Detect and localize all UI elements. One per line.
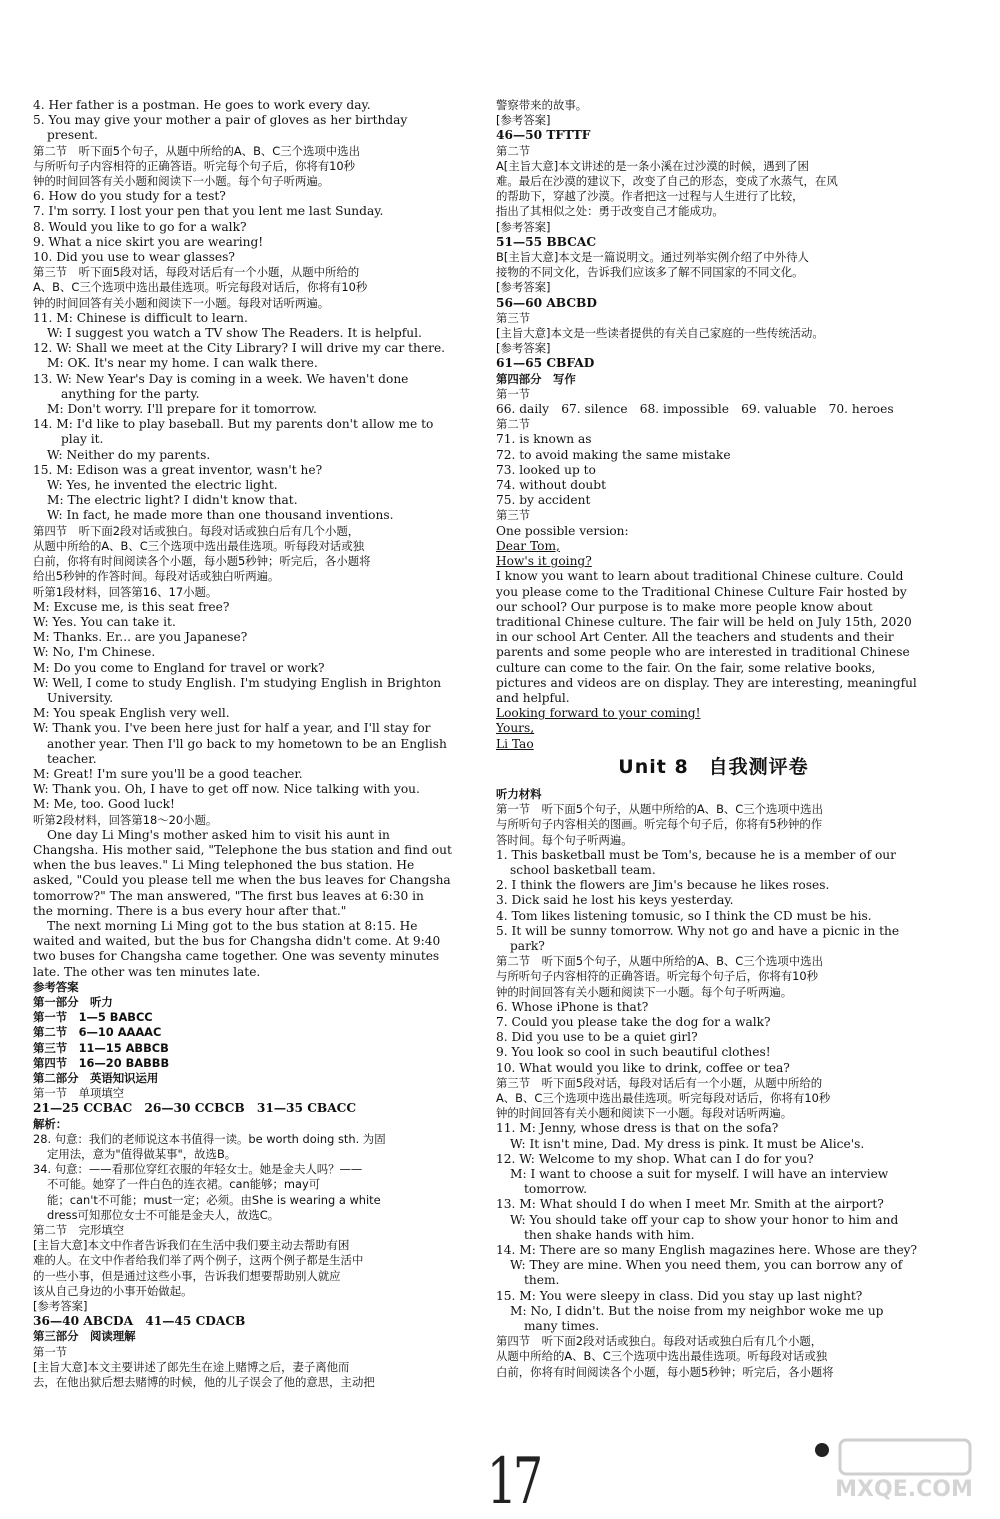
text-line: A、B、C三个选项中选出最佳选项。听完每段对话后，你将有10秒 [33,280,368,295]
text-line: One day Li Ming's mother asked him to visit his aunt in [47,827,390,842]
text-line: 8. Did you use to be a quiet girl? [496,1030,698,1045]
text-line: traditional Chinese culture. The fair will be held on July 15th, 2020 [496,614,912,629]
text-line: 13. M: What should I do when I meet Mr. Smith at the airport? [496,1197,884,1212]
text-line: then shake hands with him. [524,1227,695,1242]
text-line: 3. Dick said he lost his keys yesterday. [496,893,734,908]
text-line: 去，在他出狱后想去赌博的时候，他的儿子误会了他的意思，主动把 [33,1375,375,1390]
text-line: 第四节 听下面2段对话或独白。每段对话或独白后有几个小题， [496,1334,823,1349]
text-line: 与所听句子内容相符的正确答语。听完每个句子后，你将有10秒 [496,969,819,984]
text-line: 第二节 完形填空 [33,1223,125,1238]
text-line: parents and some people who are interested in traditional Chinese [496,645,910,660]
text-line: 听第1段材料，回答第16、17小题。 [33,584,218,599]
text-line: W: Neither do my parents. [47,447,211,462]
text-line: M: Great! I'm sure you'll be a good teacher. [33,766,303,781]
text-line: the morning. There is a bus every hour after that." [33,903,347,918]
text-line: late. The other was ten minutes late. [33,964,261,979]
right-column [496,98,931,1380]
text-line: 的一些小事，但是通过这些小事，告诉我们想要帮助别人就应 [33,1268,341,1283]
text-line: 第二节 [496,143,531,158]
text-line: [参考答案] [496,219,551,234]
text-line: 给出5秒钟的作答时间。每段对话或独白听两遍。 [33,569,280,584]
text-line: 难。最后在沙漠的建议下，改变了自己的形态，变成了水蒸气，在风 [496,174,838,189]
text-line: M: Excuse me, is this seat free? [33,599,230,614]
text-line: 钟的时间回答有关小题和阅读下一小题。每段对话听两遍。 [33,295,330,310]
text-line: 第三节 [496,508,531,523]
text-line: University. [47,690,114,705]
text-line: 第三节 11—15 ABBCB [33,1040,169,1055]
text-line: W: In fact, he made more than one thousand inventions. [47,508,394,523]
text-line: 6. How do you study for a test? [33,189,226,204]
text-line: 7. I'm sorry. I lost your pen that you lent me last Sunday. [33,204,384,219]
text-line: Dear Tom, [496,538,560,553]
text-line: M: Do you come to England for travel or work? [33,660,325,675]
text-line: 4. Her father is a postman. He goes to work every day. [33,98,371,112]
text-line: 第二节 6—10 AAAAC [33,1025,162,1040]
page-number: 17 [486,1445,539,1519]
text-line: Li Tao [496,736,534,751]
text-line: 10. Did you use to wear glasses? [33,250,235,265]
text-line: 9. You look so cool in such beautiful clothes! [496,1045,771,1060]
text-line: 白前，你将有时间阅读各个小题，每小题5秒钟；听完后，各小题将 [496,1364,834,1379]
text-line: How's it going? [496,554,592,569]
text-line: W: Thank you. I've been here just for half a year, and I'll stay for [33,721,431,736]
text-line: tomorrow. [524,1182,587,1197]
text-line: 61—65 CBFAD [496,356,595,371]
text-line: [参考答案] [496,113,551,128]
text-line: 12. W: Welcome to my shop. What can I do for you? [496,1151,814,1166]
text-line: [参考答案] [496,341,551,356]
text-line: 听第2段材料，回答第18～20小题。 [33,812,218,827]
text-line: 能；can't不可能；must一定；必须。由She is wearing a white [47,1192,381,1207]
text-line: 11. M: Jenny, whose dress is that on the sofa? [496,1121,779,1136]
text-line: waited and waited, but the bus for Changsha didn't come. At 9:40 [33,934,441,949]
text-line: 7. Could you please take the dog for a walk? [496,1014,771,1029]
text-line: 51—55 BBCAC [496,234,597,249]
text-line: 第三节 听下面5段对话，每段对话后有一个小题，从题中所给的 [496,1075,823,1090]
text-line: [参考答案] [33,1299,88,1314]
text-line: anything for the party. [61,386,200,401]
text-line: 2. I think the flowers are Jim's because he likes roses. [496,878,830,893]
text-line: asked, "Could you please tell me when the bus leaves for Changsha [33,873,451,888]
text-line: you please come to the Traditional Chinese Culture Fair hosted by [496,584,907,599]
text-line: 13. W: New Year's Day is coming in a week. We haven't done [33,371,409,386]
text-line: 73. looked up to [496,462,596,477]
text-line: 10. What would you like to drink, coffee or tea? [496,1060,790,1075]
text-line: M: The electric light? I didn't know that. [47,493,298,508]
text-line: tomorrow?" The man answered, "The first bus leaves at 6:30 in [33,888,424,903]
text-line: pictures and videos are on display. They are interesting, meaningful [496,675,917,690]
text-line: M: I want to choose a suit for myself. I will have an interview [510,1167,889,1182]
text-line: M: No, I didn't. But the noise from my neighbor woke me up [510,1303,884,1318]
text-line: present. [47,128,98,143]
text-line: 听力材料 [496,786,542,801]
text-line: 指出了其相似之处：勇于改变自己才能成功。 [496,204,724,219]
text-line: 4. Tom likes listening tomusic, so I think the CD must be his. [496,908,872,923]
text-line: 72. to avoid making the same mistake [496,447,731,462]
text-line: 难的人。在文中作者给我们举了两个例子，这两个例子都是生活中 [33,1253,364,1268]
text-line: two buses for Changsha came together. One was seventy minutes [33,949,440,964]
text-line: 的帮助下，穿越了沙漠。作者把这一过程与人生进行了比较， [496,189,804,204]
text-line: W: You should take off your cap to show your honor to him and [510,1212,899,1227]
text-line: 第一节 听下面5个句子，从题中所给的A、B、C三个选项中选出 [496,802,823,817]
text-line: 第二节 听下面5个句子，从题中所给的A、B、C三个选项中选出 [33,143,360,158]
text-line: M: You speak English very well. [33,706,230,721]
text-line: 答时间。每个句子听两遍。 [496,832,633,847]
text-line: 第一节 单项填空 [33,1086,125,1101]
text-line: Looking forward to your coming! [496,706,701,721]
text-line: 第四节 16—20 BABBB [33,1055,170,1070]
text-line: culture can come to the fair. On the fair, some relative books, [496,660,876,675]
text-line: 从题中所给的A、B、C三个选项中选出最佳选项。听每段对话或独 [33,538,365,553]
text-line: 8. Would you like to go for a walk? [33,219,247,234]
text-line: 警察带来的故事。 [496,98,588,112]
svg-text:MXQE.COM: MXQE.COM [835,1477,973,1502]
text-line: 34. 句意：——看那位穿红衣服的年轻女士。她是金夫人吗？—— [33,1162,363,1177]
text-line: and helpful. [496,690,570,705]
text-line: 第一节 1—5 BABCC [33,1010,153,1025]
text-line: 5. You may give your mother a pair of gloves as her birthday [33,113,408,128]
text-line: park? [510,938,545,953]
text-line: dress可知那位女士不可能是金夫人，故选C。 [47,1207,280,1222]
text-line: 1. This basketball must be Tom's, because he is a member of our [496,847,896,862]
text-line: 5. It will be sunny tomorrow. Why not go and have a picnic in the [496,923,900,938]
text-line: many times. [524,1319,600,1334]
text-line: 参考答案 [33,979,79,994]
text-line: W: It isn't mine, Dad. My dress is pink. It must be Alice's. [510,1136,865,1151]
text-line: 14. M: There are so many English magazines here. Whose are they? [496,1243,918,1258]
text-line: W: Thank you. Oh, I have to get off now. Nice talking with you. [33,782,420,797]
text-line: 钟的时间回答有关小题和阅读下一小题。每个句子听两遍。 [496,984,793,999]
text-line: 钟的时间回答有关小题和阅读下一小题。每个句子听两遍。 [33,174,330,189]
text-line: [主旨大意]本文是一些读者提供的有关自己家庭的一些传统活动。 [496,326,824,341]
text-line: 75. by accident [496,493,591,508]
text-line: 定用法，意为"值得做某事"，故选B。 [47,1147,237,1162]
text-line: 74. without doubt [496,478,606,493]
text-line: 56—60 ABCBD [496,295,597,310]
text-line: 第四部分 写作 [496,371,576,386]
text-line: W: They are mine. When you need them, you can borrow any of [510,1258,903,1273]
text-line: another year. Then I'll go back to my hometown to be an English [47,736,447,751]
text-line: 接物的不同文化，告诉我们应该多了解不同国家的不同文化。 [496,265,804,280]
text-line: W: Yes. You can take it. [33,614,176,629]
text-line: 与所听句子内容相符的正确答语。听完每个句子后，你将有10秒 [33,158,356,173]
text-line: W: No, I'm Chinese. [33,645,156,660]
text-line: 第四节 听下面2段对话或独白。每段对话或独白后有几个小题， [33,523,360,538]
text-line: 14. M: I'd like to play baseball. But my parents don't allow me to [33,417,434,432]
text-line: M: OK. It's near my home. I can walk there. [47,356,318,371]
text-line: 第一节 [33,1344,68,1359]
text-line: 第二节 [496,417,531,432]
text-line: Changsha. His mother said, "Telephone the bus station and find out [33,842,452,857]
text-line: 钟的时间回答有关小题和阅读下一小题。每段对话听两遍。 [496,1106,793,1121]
text-line: 该从自己身边的小事开始做起。 [33,1283,193,1298]
text-line: W: Yes, he invented the electric light. [47,478,278,493]
text-line: 第三节 [496,310,531,325]
text-line: 与所听句子内容相关的图画。听完每个句子后，你将有5秒钟的作 [496,817,823,832]
text-line: school basketball team. [510,862,656,877]
text-line: teacher. [47,751,97,766]
text-line: 9. What a nice skirt you are wearing! [33,234,264,249]
listening-material [496,787,931,1380]
text-line: 白前，你将有时间阅读各个小题，每小题5秒钟；听完后，各小题将 [33,554,371,569]
text-line: W: Well, I come to study English. I'm studying English in Brighton [33,675,442,690]
text-line: 第二节 听下面5个句子，从题中所给的A、B、C三个选项中选出 [496,954,823,969]
text-line: 28. 句意：我们的老师说这本书值得一读。be worth doing sth. 为固 [33,1131,386,1146]
text-line: A、B、C三个选项中选出最佳选项。听完每段对话后，你将有10秒 [496,1091,831,1105]
text-line: 第三部分 阅读理解 [33,1329,136,1344]
text-line: when the bus leaves." Li Ming telephoned the bus station. He [33,858,415,873]
text-line: 6. Whose iPhone is that? [496,999,649,1014]
text-line: 36—40 ABCDA 41—45 CDACB [33,1314,246,1329]
text-line: 第一节 [496,386,531,401]
text-line: 从题中所给的A、B、C三个选项中选出最佳选项。听每段对话或独 [496,1349,828,1364]
text-line: in our school Art Center. All the teachers and students and their [496,630,894,645]
text-line: 12. W: Shall we meet at the City Library? I will drive my car there. [33,341,446,356]
text-line: 66. daily 67. silence 68. impossible 69. valuable 70. heroes [496,402,894,417]
text-line: 46—50 TFTTF [496,128,591,143]
text-line: The next morning Li Ming got to the bus station at 8:15. He [47,918,418,933]
text-line: them. [524,1273,560,1288]
text-line: [主旨大意]本文中作者告诉我们在生活中我们要主动去帮助有困 [33,1238,350,1253]
watermark-logo [812,1438,982,1502]
text-line: M: Don't worry. I'll prepare for it tomorrow. [47,402,317,417]
text-line: W: I suggest you watch a TV show The Readers. It is helpful. [47,326,422,341]
text-line: M: Thanks. Er... are you Japanese? [33,630,248,645]
text-line: [主旨大意]本文主要讲述了郎先生在途上赌博之后，妻子离他而 [33,1359,350,1374]
answer-section [496,98,931,752]
text-line: Yours, [496,721,535,736]
text-line: 15. M: Edison was a great inventor, wasn't he? [33,462,323,477]
text-line: [参考答案] [496,280,551,295]
text-line: 21—25 CCBAC 26—30 CCBCB 31—35 CBACC [33,1101,357,1116]
text-line: 15. M: You were sleepy in class. Did you stay up last night? [496,1288,863,1303]
text-line: 第一部分 听力 [33,994,113,1009]
text-line: B[主旨大意]本文是一篇说明文。通过列举实例介绍了中外待人 [496,250,809,265]
text-line: 71. is known as [496,432,592,447]
text-line: One possible version: [496,523,629,538]
unit-title: Unit 8 自我测评卷 [618,755,809,778]
text-line: 第三节 听下面5段对话，每段对话后有一个小题，从题中所给的 [33,265,360,280]
text-line: our school? Our purpose is to make more people know about [496,599,873,614]
text-line: play it. [61,432,104,447]
text-line: 第二部分 英语知识运用 [33,1071,159,1085]
text-line: A[主旨大意]本文讲述的是一条小溪在过沙漠的时候，遇到了困 [496,158,809,173]
text-line: I know you want to learn about traditional Chinese culture. Could [496,569,904,584]
text-line: 11. M: Chinese is difficult to learn. [33,310,248,325]
text-line: M: Me, too. Good luck! [33,797,175,812]
text-line: 解析： [33,1116,68,1131]
text-line: 不可能。她穿了一件白色的连衣裙。can能够；may可 [47,1177,321,1192]
left-column [33,98,479,1390]
